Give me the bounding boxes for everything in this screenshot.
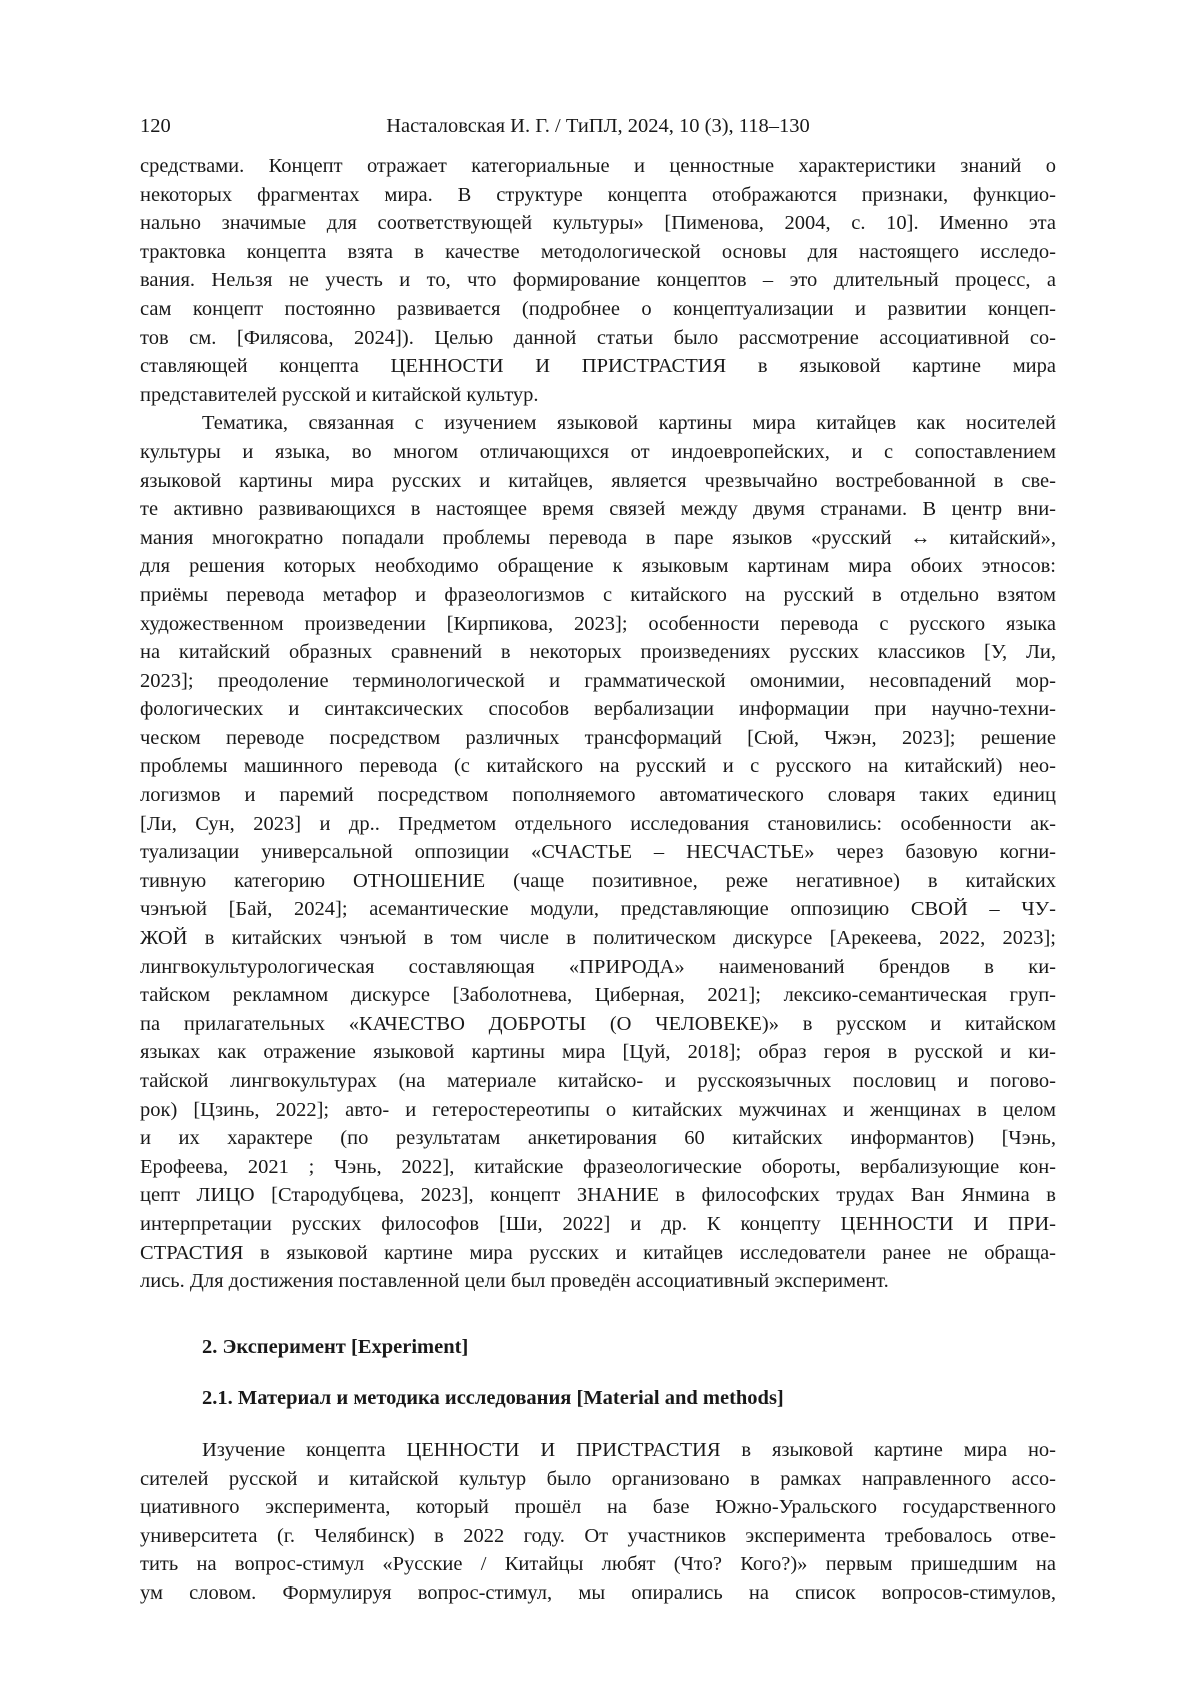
text-line: па прилагательных «КАЧЕСТВО ДОБРОТЫ (О ЧЕЛОВЕКЕ)» в русском и китайском [140,1012,1056,1035]
text-line: некоторых фрагментах мира. В структуре концепта отображаются признаки, функцио- [140,183,1056,206]
text-line: и их характере (по результатам анкетирования 60 китайских информантов) [Чэнь, [140,1127,1056,1150]
text-line: [Ли, Сун, 2023] и др.. Предметом отдельного исследования становились: особенности ак- [140,812,1056,835]
paragraph [140,409,1056,1295]
text-line: университета (г. Челябинск) в 2022 году. От участников эксперимента требовалось отве- [140,1524,1056,1547]
text-line: лись. Для достижения поставленной цели был проведён ассоциативный эксперимент. [140,1270,889,1293]
text-line: тайском рекламном дискурсе [Заболотнева, Циберная, 2021]; лексико-семантическая груп- [140,984,1056,1007]
text-line: логизмов и паремий посредством пополняемого автоматического словаря таких единиц [140,784,1056,807]
text-line: представителей русской и китайской культур. [140,383,539,406]
text-line: фологических и синтаксических способов вербализации информации при научно-техни- [140,698,1056,721]
text-line: тайской лингвокультурах (на материале китайско- и русскоязычных пословиц и погово- [140,1070,1056,1092]
text-line: сителей русской и китайской культур было организовано в рамках направленного ассо- [140,1467,1056,1490]
text-line: Ерофеева, 2021 ; Чэнь, 2022], китайские фразеологические обороты, вербализующие кон- [140,1155,1056,1178]
text-line: проблемы машинного перевода (с китайского на русский и с русского на китайский) нео- [140,755,1056,778]
text-line: цепт ЛИЦО [Стародубцева, 2023], концепт ЗНАНИЕ в философских трудах Ван Янмина в [140,1184,1056,1207]
section-heading: 2.1. Материал и методика исследования [Material and methods] [202,1387,784,1410]
text-line: вания. Нельзя не учесть и то, что формирование концептов – это длительный процесс, а [140,269,1056,292]
text-line: 2023]; преодоление терминологической и грамматической омонимии, несовпадений мор- [140,669,1056,692]
text-line: на китайский образных сравнений в некоторых произведениях русских классиков [У, Ли, [140,641,1056,664]
text-line: нально значимые для соответствующей культуры» [Пименова, 2004, с. 10]. Именно эта [140,212,1056,235]
text-line: СТРАСТИЯ в языковой картине мира русских и китайцев исследователи ранее не обраща- [140,1241,1056,1264]
text-line: трактовка концепта взята в качестве методологической основы для настоящего исследо- [140,240,1056,263]
section-heading: 2. Эксперимент [Experiment] [202,1335,469,1358]
text-line: для решения которых необходимо обращение к языковым картинам мира обоих этносов: [140,555,1056,578]
text-line: культуры и языка, во многом отличающихся от индоевропейских, и с сопоставлением [140,440,1056,463]
text-line: мания многократно попадали проблемы перевода в паре языков «русский ↔ китайский», [140,526,1056,549]
text-line: тить на вопрос-стимул «Русские / Китайцы любят (Что? Кого?)» первым пришедшим на [140,1553,1056,1576]
text-line: языковой картины мира русских и китайцев, является чрезвычайно востребованной в све- [140,469,1056,492]
text-line: ум словом. Формулируя вопрос-стимул, мы опирались на список вопросов-стимулов, [140,1581,1056,1604]
page-header [140,113,1056,140]
text-line: те активно развивающихся в настоящее время связей между двумя странами. В центр вни- [140,498,1056,521]
text-line: сам концепт постоянно развивается (подробнее о концептуализации и развитии концеп- [140,297,1056,320]
text-line: чэнъюй [Бай, 2024]; асемантические модули, представляющие оппозицию СВОЙ – ЧУ- [140,898,1056,921]
text-line: средствами. Концепт отражает категориальные и ценностные характеристики знаний о [140,155,1056,177]
text-line: художественном произведении [Кирпикова, 2023]; особенности перевода с русского языка [140,612,1056,635]
text-line: Тематика, связанная с изучением языковой картины мира китайцев как носителей [202,412,1056,435]
running-head: Насталовская И. Г. / ТиПЛ, 2024, 10 (3), 118–130 [386,115,810,137]
text-line: ЖОЙ в китайских чэнъюй в том числе в политическом дискурсе [Арекеева, 2022, 2023]; [140,927,1056,950]
text-line: лингвокультурологическая составляющая «ПРИРОДА» наименований брендов в ки- [140,955,1056,978]
text-line: приёмы перевода метафор и фразеологизмов с китайского на русский в отдельно взятом [140,583,1056,606]
text-line: Изучение концепта ЦЕННОСТИ И ПРИСТРАСТИЯ в языковой картине мира но- [202,1438,1056,1461]
text-line: тов см. [Филясова, 2024]). Целью данной статьи было рассмотрение ассоциативной со- [140,326,1056,349]
text-line: интерпретации русских философов [Ши, 2022] и др. К концепту ЦЕННОСТИ И ПРИ- [140,1212,1056,1235]
text-line: ставляющей концепта ЦЕННОСТИ И ПРИСТРАСТИЯ в языковой картине мира [140,355,1056,378]
content [140,152,1056,1608]
text-line: циативного эксперимента, который прошёл на базе Южно-Уральского государственного [140,1496,1056,1519]
text-line: рок) [Цзинь, 2022]; авто- и гетеростереотипы о китайских мужчинах и женщинах в целом [140,1098,1056,1121]
paragraph [140,152,1056,409]
text-line: языках как отражение языковой картины мира [Цуй, 2018]; образ героя в русской и ки- [140,1041,1056,1064]
text-line: ческом переводе посредством различных трансформаций [Сюй, Чжэн, 2023]; решение [140,726,1056,749]
text-line: тивную категорию ОТНОШЕНИЕ (чаще позитивное, реже негативное) в китайских [140,869,1056,892]
text-line: туализации универсальной оппозиции «СЧАСТЬЕ – НЕСЧАСТЬЕ» через базовую когни- [140,841,1056,864]
paragraph [140,1436,1056,1608]
page-number: 120 [140,115,171,137]
text-column [140,113,1056,1608]
